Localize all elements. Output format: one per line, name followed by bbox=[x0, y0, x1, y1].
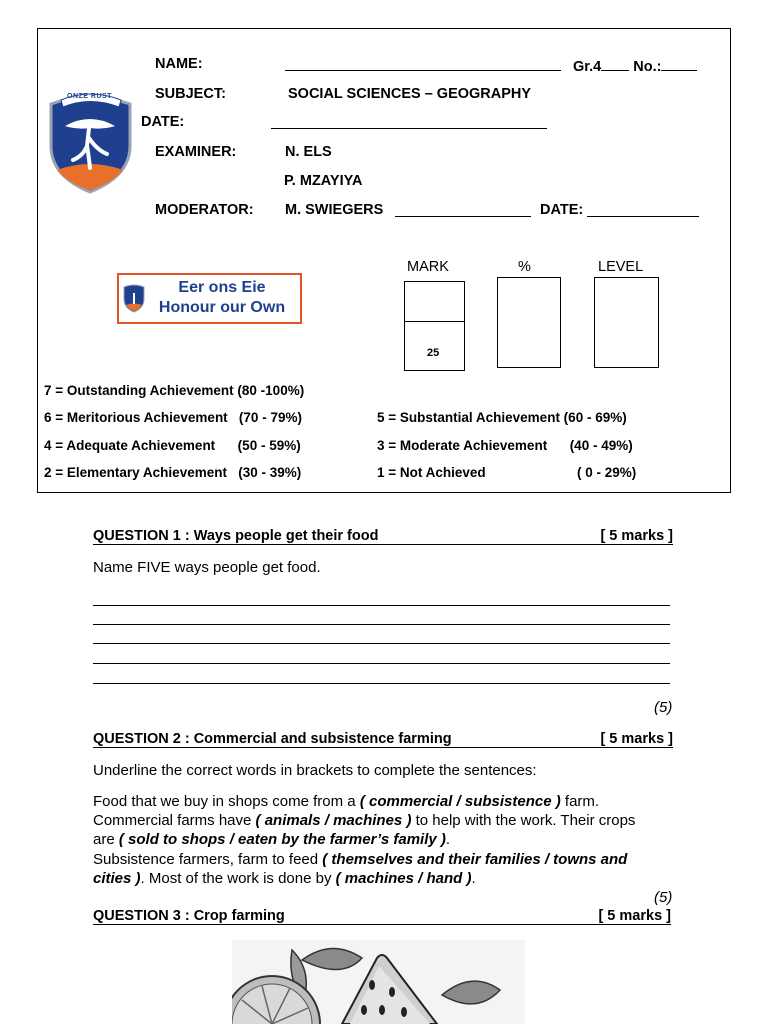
number-field[interactable] bbox=[661, 56, 697, 71]
s1-choice[interactable]: ( commercial / subsistence ) bbox=[359, 793, 561, 810]
question-2-sentence-4 bbox=[93, 851, 627, 868]
s2-pre: Commercial farms have bbox=[93, 812, 256, 829]
moderator-label: MODERATOR: bbox=[155, 202, 254, 218]
level-label: LEVEL bbox=[598, 259, 644, 275]
s3-pre: are bbox=[93, 831, 119, 848]
moderator-value: M. SWIEGERS bbox=[285, 202, 384, 218]
answer-line-2[interactable] bbox=[93, 624, 670, 625]
question-1-mark-note: (5) bbox=[654, 699, 673, 716]
moderator-date-label: DATE: bbox=[540, 202, 584, 218]
question-3-title: QUESTION 3 : Crop farming bbox=[93, 908, 285, 924]
examiner-1: N. ELS bbox=[285, 144, 332, 160]
mark-total: 25 bbox=[427, 347, 440, 359]
mark-label: MARK bbox=[407, 259, 449, 275]
s5-mid: . Most of the work is done by bbox=[140, 870, 336, 887]
crest-banner-text: ONZE RUST bbox=[67, 93, 112, 100]
level-1: 1 = Not Achieved bbox=[377, 465, 486, 480]
motto-box bbox=[117, 273, 302, 324]
question-2-instruction: Underline the correct words in brackets to complete the sentences: bbox=[93, 762, 537, 779]
moderator-signature-field[interactable] bbox=[395, 202, 531, 217]
s5-post: . bbox=[471, 870, 476, 887]
fruit-image-icon bbox=[232, 940, 525, 1024]
question-3-marks: [ 5 marks ] bbox=[598, 908, 671, 924]
s4-choice[interactable]: ( themselves and their families / towns and bbox=[322, 851, 628, 868]
question-2-mark-note: (5) bbox=[654, 889, 673, 906]
percent-label: % bbox=[518, 259, 531, 275]
level-7: 7 = Outstanding Achievement (80 -100%) bbox=[44, 383, 305, 398]
question-2-heading bbox=[93, 731, 673, 748]
subject-value: SOCIAL SCIENCES – GEOGRAPHY bbox=[288, 86, 532, 102]
level-1-range: ( 0 - 29%) bbox=[577, 465, 637, 480]
motto-line-1: Eer ons Eie bbox=[178, 279, 266, 296]
mark-box-divider bbox=[405, 321, 464, 322]
date-field[interactable] bbox=[271, 114, 547, 129]
level-2: 2 = Elementary Achievement (30 - 39%) bbox=[44, 465, 302, 480]
grade-text: Gr.4 bbox=[573, 59, 602, 75]
question-2-sentence-5 bbox=[93, 870, 476, 887]
question-1-marks: [ 5 marks ] bbox=[600, 528, 673, 544]
answer-line-4[interactable] bbox=[93, 663, 670, 664]
question-2-sentence-1 bbox=[93, 793, 599, 810]
s5-choice-2[interactable]: ( machines / hand ) bbox=[335, 870, 472, 887]
s3-post: . bbox=[445, 831, 451, 848]
name-field[interactable] bbox=[285, 56, 561, 71]
s1-pre: Food that we buy in shops come from a bbox=[93, 793, 360, 810]
question-2-sentence-2 bbox=[93, 812, 635, 829]
question-2-title: QUESTION 2 : Commercial and subsistence farming bbox=[93, 731, 452, 747]
question-1-instruction: Name FIVE ways people get food. bbox=[93, 559, 321, 576]
level-5: 5 = Substantial Achievement (60 - 69%) bbox=[377, 410, 627, 425]
answer-line-3[interactable] bbox=[93, 643, 670, 644]
level-3: 3 = Moderate Achievement (40 - 49%) bbox=[377, 438, 633, 453]
s4-pre: Subsistence farmers, farm to feed bbox=[93, 851, 323, 868]
question-3-heading bbox=[93, 908, 671, 925]
question-1-title: QUESTION 1 : Ways people get their food bbox=[93, 528, 379, 544]
question-2-marks: [ 5 marks ] bbox=[600, 731, 673, 747]
crest-icon bbox=[43, 88, 138, 196]
name-label: NAME: bbox=[155, 56, 203, 72]
answer-line-5[interactable] bbox=[93, 683, 670, 684]
percent-box[interactable] bbox=[497, 277, 561, 368]
mark-box[interactable] bbox=[404, 281, 465, 371]
grade-field[interactable] bbox=[601, 56, 629, 71]
motto-line-2: Honour our Own bbox=[158, 299, 286, 316]
s5-choice[interactable]: cities ) bbox=[93, 870, 141, 887]
crop-picture bbox=[232, 940, 525, 1024]
level-box[interactable] bbox=[594, 277, 659, 368]
school-crest bbox=[43, 88, 138, 196]
subject-label: SUBJECT: bbox=[155, 86, 226, 102]
date-label: DATE: bbox=[141, 114, 185, 130]
no-text: No.: bbox=[633, 59, 662, 75]
question-1-heading bbox=[93, 528, 673, 545]
examiner-label: EXAMINER: bbox=[155, 144, 237, 160]
question-2-sentence-3 bbox=[93, 831, 450, 848]
level-4: 4 = Adequate Achievement (50 - 59%) bbox=[44, 438, 301, 453]
motto-crest-icon bbox=[122, 283, 146, 313]
s2-choice[interactable]: ( animals / machines ) bbox=[255, 812, 412, 829]
level-6: 6 = Meritorious Achievement (70 - 79%) bbox=[44, 410, 302, 425]
s3-choice[interactable]: ( sold to shops / eaten by the farmer’s family ) bbox=[118, 831, 446, 848]
examiner-2: P. MZAYIYA bbox=[284, 173, 363, 189]
s2-post: to help with the work. Their crops bbox=[411, 812, 636, 829]
s1-post: farm. bbox=[560, 793, 600, 810]
grade-label bbox=[573, 56, 697, 75]
moderator-date-field[interactable] bbox=[587, 202, 699, 217]
answer-line-1[interactable] bbox=[93, 605, 670, 606]
